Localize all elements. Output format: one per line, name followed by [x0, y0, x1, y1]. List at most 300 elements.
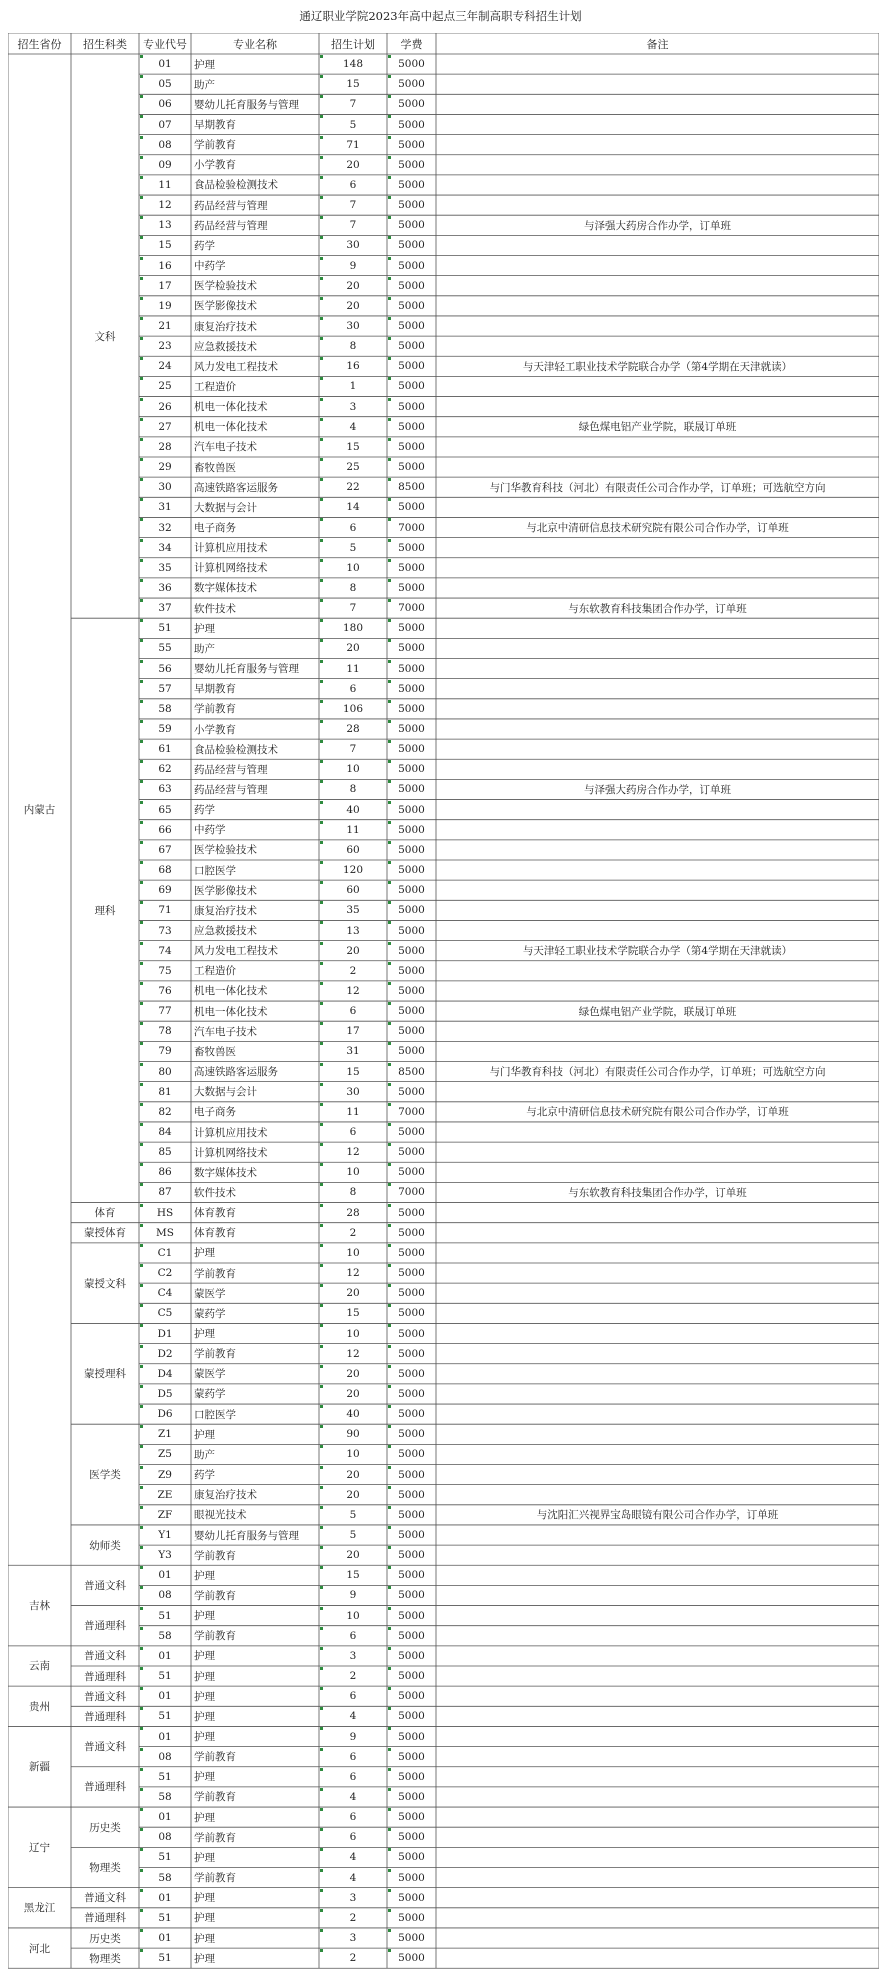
category-cell: 蒙授理科 — [84, 1368, 126, 1381]
major-code-cell: Z9 — [158, 1468, 172, 1481]
cell-number-marker — [388, 277, 391, 280]
remark-cell: 绿色煤电铝产业学院，联晟订单班 — [578, 1005, 737, 1018]
cell-number-marker — [140, 1063, 143, 1066]
cell-number-marker — [140, 780, 143, 783]
cell-number-marker — [388, 1889, 391, 1892]
cell-number-marker — [320, 1103, 323, 1106]
plan-count-cell: 8 — [349, 783, 357, 796]
tuition-cell: 5000 — [398, 158, 425, 171]
cell-number-marker — [388, 680, 391, 683]
cell-number-marker — [388, 1627, 391, 1630]
tuition-cell: 5000 — [398, 1629, 425, 1642]
cell-number-marker — [388, 418, 391, 421]
cell-number-marker — [388, 498, 391, 501]
cell-number-marker — [320, 518, 323, 521]
major-name-cell: 护理 — [194, 1710, 215, 1723]
cell-number-marker — [320, 921, 323, 924]
remark-cell — [436, 1162, 879, 1182]
tuition-cell: 5000 — [398, 682, 425, 695]
cell-number-marker — [320, 1163, 323, 1166]
remark-cell — [436, 1827, 879, 1847]
plan-count-cell: 7 — [349, 98, 357, 111]
major-name-cell: 助产 — [194, 78, 215, 91]
major-code-cell: 28 — [158, 440, 172, 453]
cell-number-marker — [140, 216, 143, 219]
cell-number-marker — [140, 1143, 143, 1146]
tuition-cell: 5000 — [398, 964, 425, 977]
remark-cell — [436, 276, 879, 296]
cell-number-marker — [388, 1828, 391, 1831]
cell-number-marker — [388, 1163, 391, 1166]
tuition-cell: 5000 — [398, 1387, 425, 1400]
cell-number-marker — [320, 1083, 323, 1086]
major-name-cell: 口腔医学 — [194, 864, 236, 877]
major-code-cell: 82 — [158, 1105, 172, 1118]
cell-number-marker — [388, 1063, 391, 1066]
cell-number-marker — [388, 801, 391, 804]
major-code-cell: 51 — [158, 1770, 172, 1783]
tuition-cell: 5000 — [398, 1508, 425, 1521]
cell-number-marker — [140, 1183, 143, 1186]
major-name-cell: 高速铁路客运服务 — [194, 1066, 278, 1079]
tuition-cell: 5000 — [398, 259, 425, 272]
remark-cell — [436, 1263, 879, 1283]
tuition-cell: 5000 — [398, 984, 425, 997]
plan-count-cell: 20 — [346, 299, 360, 312]
plan-count-cell: 10 — [346, 1166, 360, 1179]
cell-number-marker — [388, 660, 391, 663]
plan-count-cell: 6 — [349, 1690, 357, 1703]
plan-count-cell: 2 — [349, 1952, 357, 1965]
plan-count-cell: 148 — [342, 58, 364, 71]
category-cell: 蒙授文科 — [84, 1277, 126, 1290]
tuition-cell: 5000 — [398, 420, 425, 433]
plan-count-cell: 16 — [346, 360, 360, 373]
cell-number-marker — [140, 1466, 143, 1469]
cell-number-marker — [140, 680, 143, 683]
cell-number-marker — [140, 1727, 143, 1730]
tuition-cell: 5000 — [398, 118, 425, 131]
major-name-cell: 学前教育 — [194, 1267, 236, 1280]
cell-number-marker — [388, 115, 391, 118]
cell-number-marker — [140, 257, 143, 260]
remark-cell — [436, 175, 879, 195]
cell-number-marker — [388, 1607, 391, 1610]
major-name-cell: 工程造价 — [194, 965, 236, 978]
tuition-cell: 5000 — [398, 1730, 425, 1743]
plan-count-cell: 12 — [346, 1347, 360, 1360]
enrollment-plan-table — [8, 33, 879, 1978]
cell-number-marker — [320, 841, 323, 844]
remark-cell: 与门华教育科技（河北）有限责任公司合作办学，订单班；可选航空方向 — [489, 1066, 826, 1079]
remark-cell — [436, 1283, 879, 1303]
cell-number-marker — [388, 599, 391, 602]
remark-cell — [436, 1203, 879, 1223]
tuition-cell: 5000 — [398, 1710, 425, 1723]
cell-number-marker — [388, 1385, 391, 1388]
tuition-cell: 5000 — [398, 1529, 425, 1541]
cell-number-marker — [140, 518, 143, 521]
cell-number-marker — [388, 1909, 391, 1912]
major-code-cell: 59 — [158, 723, 172, 735]
major-name-cell: 电子商务 — [194, 522, 236, 534]
cell-number-marker — [140, 821, 143, 824]
tuition-cell: 5000 — [398, 1891, 425, 1904]
cell-number-marker — [320, 317, 323, 320]
cell-number-marker — [140, 1123, 143, 1126]
cell-number-marker — [320, 760, 323, 763]
tuition-cell: 5000 — [398, 1045, 425, 1058]
tuition-cell: 5000 — [398, 924, 425, 937]
header-major-code: 专业代号 — [143, 37, 187, 51]
plan-count-cell: 5 — [349, 1508, 357, 1521]
cell-number-marker — [388, 539, 391, 542]
remark-cell — [436, 1082, 879, 1102]
cell-number-marker — [140, 418, 143, 421]
remark-cell — [436, 1344, 879, 1364]
major-code-cell: 08 — [158, 1750, 172, 1763]
tuition-cell: 5000 — [398, 642, 425, 655]
plan-count-cell: 20 — [346, 944, 360, 957]
plan-count-cell: 180 — [342, 622, 364, 635]
cell-number-marker — [320, 1224, 323, 1227]
cell-number-marker — [320, 1607, 323, 1610]
cell-number-marker — [388, 257, 391, 260]
cell-number-marker — [140, 1929, 143, 1932]
major-name-cell: 护理 — [194, 1569, 215, 1582]
major-name-cell: 护理 — [194, 1690, 215, 1703]
cell-number-marker — [320, 1828, 323, 1831]
cell-number-marker — [388, 1445, 391, 1448]
cell-number-marker — [388, 982, 391, 985]
cell-number-marker — [140, 700, 143, 703]
table-title: 通辽职业学院2023年高中起点三年制高职专科招生计划 — [299, 9, 582, 23]
plan-count-cell: 6 — [349, 1629, 357, 1642]
remark-cell — [436, 296, 879, 316]
major-name-cell: 计算机网络技术 — [194, 562, 268, 575]
cell-number-marker — [388, 841, 391, 844]
remark-cell — [436, 1626, 879, 1646]
cell-number-marker — [388, 377, 391, 380]
cell-number-marker — [140, 1647, 143, 1650]
cell-number-marker — [388, 1546, 391, 1549]
major-name-cell: 学前教育 — [194, 1791, 236, 1804]
cell-number-marker — [388, 75, 391, 78]
major-code-cell: 77 — [158, 1005, 172, 1018]
cell-number-marker — [320, 1466, 323, 1469]
cell-number-marker — [320, 1687, 323, 1690]
cell-number-marker — [320, 337, 323, 340]
cell-number-marker — [388, 780, 391, 783]
cell-number-marker — [140, 660, 143, 663]
cell-number-marker — [320, 1566, 323, 1569]
plan-count-cell: 6 — [349, 1005, 357, 1018]
remark-cell — [436, 1686, 879, 1706]
remark-cell: 与天津轻工职业技术学院联合办学（第4学期在天津就读） — [522, 360, 793, 373]
major-name-cell: 学前教育 — [194, 1872, 236, 1885]
cell-number-marker — [388, 216, 391, 219]
major-code-cell: 51 — [158, 1609, 172, 1622]
tuition-cell: 5000 — [398, 279, 425, 292]
cell-number-marker — [320, 1707, 323, 1710]
remark-cell — [436, 1565, 879, 1585]
cell-number-marker — [140, 277, 143, 280]
tuition-cell: 5000 — [398, 884, 425, 897]
major-name-cell: 学前教育 — [194, 1549, 236, 1562]
tuition-cell: 5000 — [398, 1569, 425, 1582]
plan-count-cell: 11 — [346, 823, 360, 836]
major-name-cell: 药品经营与管理 — [194, 199, 268, 212]
province-cell: 辽宁 — [29, 1841, 50, 1854]
cell-number-marker — [388, 478, 391, 481]
tuition-cell: 5000 — [398, 1367, 425, 1380]
cell-number-marker — [320, 559, 323, 562]
plan-count-cell: 12 — [346, 984, 360, 997]
cell-number-marker — [320, 1788, 323, 1791]
major-name-cell: 畜牧兽医 — [194, 461, 236, 474]
remark-cell — [436, 397, 879, 417]
cell-number-marker — [320, 1949, 323, 1952]
cell-number-marker — [388, 1042, 391, 1045]
remark-cell — [436, 578, 879, 598]
cell-number-marker — [320, 1425, 323, 1428]
cell-number-marker — [320, 660, 323, 663]
major-code-cell: 01 — [158, 1690, 172, 1703]
major-code-cell: 24 — [158, 360, 172, 373]
remark-cell — [436, 235, 879, 255]
cell-number-marker — [140, 1204, 143, 1207]
plan-count-cell: 30 — [346, 320, 360, 332]
cell-number-marker — [140, 599, 143, 602]
category-cell: 蒙授体育 — [84, 1227, 126, 1240]
remark-cell — [436, 699, 879, 719]
remark-cell — [436, 820, 879, 840]
cell-number-marker — [140, 1103, 143, 1106]
plan-count-cell: 14 — [346, 501, 360, 514]
major-code-cell: D2 — [157, 1347, 173, 1360]
cell-number-marker — [140, 1768, 143, 1771]
tuition-cell: 5000 — [398, 98, 425, 111]
remark-cell — [436, 376, 879, 396]
cell-number-marker — [320, 257, 323, 260]
major-code-cell: 01 — [158, 1569, 172, 1582]
major-name-cell: 护理 — [194, 1328, 215, 1340]
plan-count-cell: 8 — [349, 581, 357, 594]
cell-number-marker — [320, 1143, 323, 1146]
major-name-cell: 蒙药学 — [194, 1307, 226, 1320]
major-code-cell: 19 — [158, 299, 172, 312]
cell-number-marker — [140, 377, 143, 380]
tuition-cell: 5000 — [398, 1146, 425, 1159]
remark-cell — [436, 558, 879, 578]
cell-number-marker — [388, 1869, 391, 1872]
cell-number-marker — [388, 438, 391, 441]
tuition-cell: 5000 — [398, 1085, 425, 1098]
tuition-cell: 5000 — [398, 541, 425, 554]
major-name-cell: 学前教育 — [194, 703, 236, 716]
cell-number-marker — [320, 1768, 323, 1771]
major-code-cell: 58 — [158, 702, 172, 715]
cell-number-marker — [388, 1103, 391, 1106]
cell-number-marker — [320, 861, 323, 864]
plan-count-cell: 20 — [346, 1387, 360, 1400]
major-code-cell: 01 — [158, 1891, 172, 1904]
major-code-cell: 58 — [158, 1871, 172, 1884]
remark-cell: 与门华教育科技（河北）有限责任公司合作办学，订单班；可选航空方向 — [489, 481, 826, 494]
remark-cell — [436, 1465, 879, 1485]
cell-number-marker — [320, 1345, 323, 1348]
cell-number-marker — [388, 821, 391, 824]
remark-cell — [436, 135, 879, 155]
major-name-cell: 应急救援技术 — [194, 340, 257, 353]
cell-number-marker — [388, 95, 391, 98]
cell-number-marker — [140, 1163, 143, 1166]
cell-number-marker — [320, 1445, 323, 1448]
major-code-cell: 11 — [158, 178, 172, 191]
major-code-cell: 51 — [158, 1670, 172, 1683]
cell-number-marker — [320, 377, 323, 380]
plan-count-cell: 90 — [346, 1428, 360, 1441]
major-code-cell: 85 — [158, 1146, 172, 1159]
major-name-cell: 医学检验技术 — [194, 280, 257, 293]
plan-count-cell: 6 — [349, 1750, 357, 1763]
cell-number-marker — [388, 1264, 391, 1267]
cell-number-marker — [320, 478, 323, 481]
major-code-cell: 78 — [158, 1025, 172, 1038]
cell-number-marker — [140, 559, 143, 562]
tuition-cell: 5000 — [398, 1347, 425, 1360]
plan-count-cell: 3 — [349, 1891, 357, 1904]
plan-count-cell: 12 — [346, 1146, 360, 1159]
plan-count-cell: 2 — [349, 1670, 357, 1683]
major-code-cell: 57 — [158, 682, 172, 695]
cell-number-marker — [140, 962, 143, 965]
cell-number-marker — [140, 115, 143, 118]
major-name-cell: 风力发电工程技术 — [194, 360, 278, 373]
cell-number-marker — [388, 518, 391, 521]
remark-cell: 与北京中清研信息技术研究院有限公司合作办学，订单班 — [526, 1106, 789, 1119]
cell-number-marker — [320, 498, 323, 501]
tuition-cell: 5000 — [398, 1267, 425, 1280]
major-name-cell: 医学影像技术 — [194, 884, 257, 897]
major-code-cell: 25 — [158, 380, 172, 393]
remark-cell — [436, 195, 879, 215]
cell-number-marker — [388, 1466, 391, 1469]
cell-number-marker — [140, 881, 143, 884]
category-cell: 普通理科 — [84, 1620, 126, 1633]
major-name-cell: 体育教育 — [194, 1207, 236, 1220]
tuition-cell: 5000 — [398, 1166, 425, 1179]
cell-number-marker — [140, 458, 143, 461]
tuition-cell: 5000 — [398, 944, 425, 957]
category-cell: 历史类 — [89, 1932, 121, 1945]
major-name-cell: 畜牧兽医 — [194, 1045, 236, 1058]
remark-cell — [436, 739, 879, 759]
plan-count-cell: 40 — [346, 1408, 360, 1421]
cell-number-marker — [388, 720, 391, 723]
remark-cell — [436, 1847, 879, 1867]
cell-number-marker — [388, 1566, 391, 1569]
major-code-cell: 73 — [158, 924, 172, 937]
cell-number-marker — [320, 277, 323, 280]
cell-number-marker — [388, 1808, 391, 1811]
remark-cell — [436, 437, 879, 457]
cell-number-marker — [320, 438, 323, 441]
cell-number-marker — [140, 1748, 143, 1751]
cell-number-marker — [320, 136, 323, 139]
major-name-cell: 汽车电子技术 — [194, 441, 257, 454]
cell-number-marker — [388, 639, 391, 642]
plan-count-cell: 8 — [349, 1186, 357, 1199]
tuition-cell: 5000 — [398, 1226, 425, 1239]
remark-cell — [436, 336, 879, 356]
plan-count-cell: 4 — [349, 420, 357, 433]
plan-count-cell: 31 — [346, 1045, 360, 1058]
tuition-cell: 7000 — [398, 602, 425, 615]
cell-number-marker — [320, 1526, 323, 1529]
cell-number-marker — [320, 962, 323, 965]
cell-number-marker — [320, 95, 323, 98]
major-name-cell: 康复治疗技术 — [194, 320, 257, 333]
cell-number-marker — [140, 478, 143, 481]
remark-cell — [436, 679, 879, 699]
major-name-cell: 口腔医学 — [194, 1408, 236, 1421]
plan-count-cell: 60 — [346, 843, 360, 856]
tuition-cell: 5000 — [398, 219, 425, 232]
cell-number-marker — [320, 1284, 323, 1287]
cell-number-marker — [140, 1526, 143, 1529]
cell-number-marker — [388, 559, 391, 562]
major-code-cell: 86 — [158, 1166, 172, 1179]
cell-number-marker — [388, 1929, 391, 1932]
major-name-cell: 药学 — [194, 804, 215, 817]
cell-number-marker — [388, 1667, 391, 1670]
major-name-cell: 中药学 — [194, 824, 226, 837]
cell-number-marker — [320, 881, 323, 884]
cell-number-marker — [140, 1284, 143, 1287]
cell-number-marker — [388, 1949, 391, 1952]
cell-number-marker — [320, 1889, 323, 1892]
remark-cell — [436, 1364, 879, 1384]
tuition-cell: 5000 — [398, 1005, 425, 1018]
plan-count-cell: 6 — [349, 1126, 357, 1138]
major-name-cell: 药品经营与管理 — [194, 783, 268, 796]
major-name-cell: 机电一体化技术 — [194, 1005, 268, 1018]
cell-number-marker — [388, 1002, 391, 1005]
remark-cell — [436, 840, 879, 860]
major-code-cell: 80 — [158, 1065, 172, 1078]
major-code-cell: 71 — [158, 904, 172, 917]
cell-number-marker — [140, 1264, 143, 1267]
major-code-cell: 55 — [158, 642, 172, 655]
remark-cell — [436, 1223, 879, 1243]
header-tuition: 学费 — [400, 37, 423, 51]
cell-number-marker — [388, 1486, 391, 1489]
remark-cell — [436, 1928, 879, 1948]
category-cell: 理科 — [94, 904, 116, 917]
plan-count-cell: 20 — [346, 1549, 360, 1562]
cell-number-marker — [320, 418, 323, 421]
remark-cell: 与沈阳汇兴视界宝岛眼镜有限公司合作办学，订单班 — [536, 1509, 779, 1522]
plan-count-cell: 20 — [346, 642, 360, 655]
major-code-cell: 61 — [158, 743, 172, 756]
major-name-cell: 婴幼儿托育服务与管理 — [194, 98, 299, 111]
cell-number-marker — [140, 357, 143, 360]
plan-count-cell: 6 — [349, 1770, 357, 1783]
cell-number-marker — [140, 1022, 143, 1025]
plan-count-cell: 8 — [349, 340, 357, 353]
cell-number-marker — [140, 1949, 143, 1952]
